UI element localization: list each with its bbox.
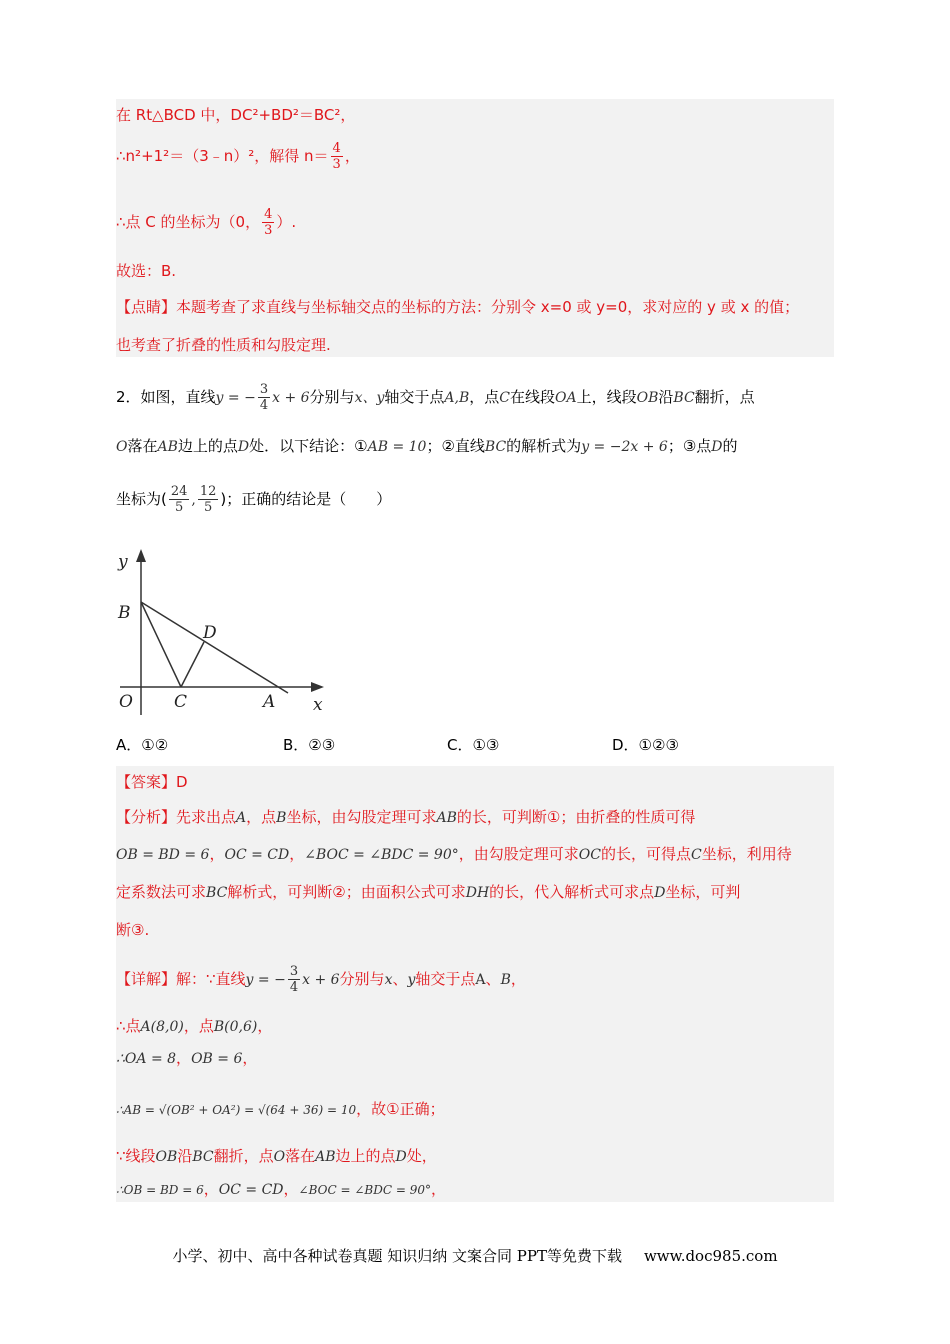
label-d: D	[203, 623, 217, 643]
detail-line: 【详解】解：∵直线y = − $\frac{3}{4}$ x + 6分别与x、y轴交于点A、B，	[116, 964, 526, 995]
fraction: $\frac{12}{5}$	[199, 484, 217, 515]
solution-block-top	[116, 99, 834, 357]
question-line: 2．如图，直线y = − $\frac{3}{4}$ x + 6分别与x、y轴交于点A,B，点C在线段OA上，线段OB沿BC翻折，点	[116, 382, 755, 413]
answer-line: 【答案】D	[116, 773, 188, 791]
option-c[interactable]: C．①③	[447, 736, 500, 754]
label-a: A	[263, 692, 276, 712]
fraction: $\frac{3}{4}$	[259, 382, 269, 413]
answer-block	[116, 766, 834, 1202]
option-b[interactable]: B．②③	[283, 736, 336, 754]
remark-line: 也考查了折叠的性质和勾股定理.	[116, 336, 331, 354]
analysis-line: OB = BD = 6，OC = CD，∠BOC = ∠BDC = 90°，由勾股定理可求OC的长，可得点C坐标，利用待	[116, 845, 792, 863]
x-axis-arrow	[311, 682, 324, 692]
label-y: y	[118, 552, 128, 572]
segment-cd	[181, 642, 204, 687]
footer-site-link[interactable]: www.doc985.com	[643, 1247, 778, 1265]
detail-line: ∵线段OB沿BC翻折，点O落在AB边上的点D处，	[116, 1147, 437, 1165]
option-a[interactable]: A．①②	[116, 736, 169, 754]
fraction: $\frac{4}{3}$	[332, 141, 341, 172]
geometry-figure	[110, 545, 340, 720]
question-line: O落在AB边上的点D处．以下结论：①AB = 10；②直线BC的解析式为y = −2x + 6；③点D的	[116, 437, 738, 455]
label-x: x	[313, 695, 323, 715]
solution-line: 故选：B.	[116, 262, 177, 280]
y-axis-arrow	[136, 549, 146, 562]
label-o: O	[119, 692, 133, 712]
page-footer	[0, 1245, 950, 1266]
detail-line: ∴OA = 8，OB = 6，	[116, 1049, 258, 1067]
option-d[interactable]: D．①②③	[612, 736, 679, 754]
fraction: $\frac{4}{3}$	[264, 207, 273, 238]
solution-line: 在 Rt△BCD 中，DC²+BD²＝BC²，	[116, 106, 356, 124]
footer-text: 小学、初中、高中各种试卷真题 知识归纳 文案合同 PPT等免费下载	[172, 1247, 622, 1265]
detail-line: ∴AB = √(OB² + OA²) = √(64 + 36) = 10，故①正确；	[116, 1100, 445, 1118]
analysis-line: 【分析】先求出点A，点B坐标，由勾股定理可求AB的长，可判断①；由折叠的性质可得	[116, 808, 696, 826]
label-b: B	[118, 603, 131, 623]
detail-line: ∴点A(8,0)，点B(0,6)，	[116, 1017, 273, 1035]
fraction: $\frac{3}{4}$	[289, 964, 299, 995]
question-line: 坐标为( $\frac{24}{5}$ , $\frac{12}{5}$ )；正确的结论是（ ）	[116, 484, 392, 515]
fraction: $\frac{24}{5}$	[170, 484, 188, 515]
detail-line: ∴OB = BD = 6，OC = CD，∠BOC = ∠BDC = 90°，	[116, 1180, 446, 1198]
analysis-line: 定系数法可求BC解析式，可判断②；由面积公式可求DH的长，代入解析式可求点D坐标，可判	[116, 883, 741, 901]
label-c: C	[174, 692, 188, 712]
analysis-line: 断③.	[116, 921, 150, 939]
solution-line: ∴点 C 的坐标为（0， $\frac{4}{3}$ ）.	[116, 207, 297, 238]
solution-line: ∴n²+1²＝（3﹣n）²，解得 n＝ $\frac{4}{3}$ ，	[116, 141, 360, 172]
remark-line: 【点睛】本题考查了求直线与坐标轴交点的坐标的方法：分别令 x=0 或 y=0，求对应的 y 或 x 的值；	[116, 298, 800, 316]
